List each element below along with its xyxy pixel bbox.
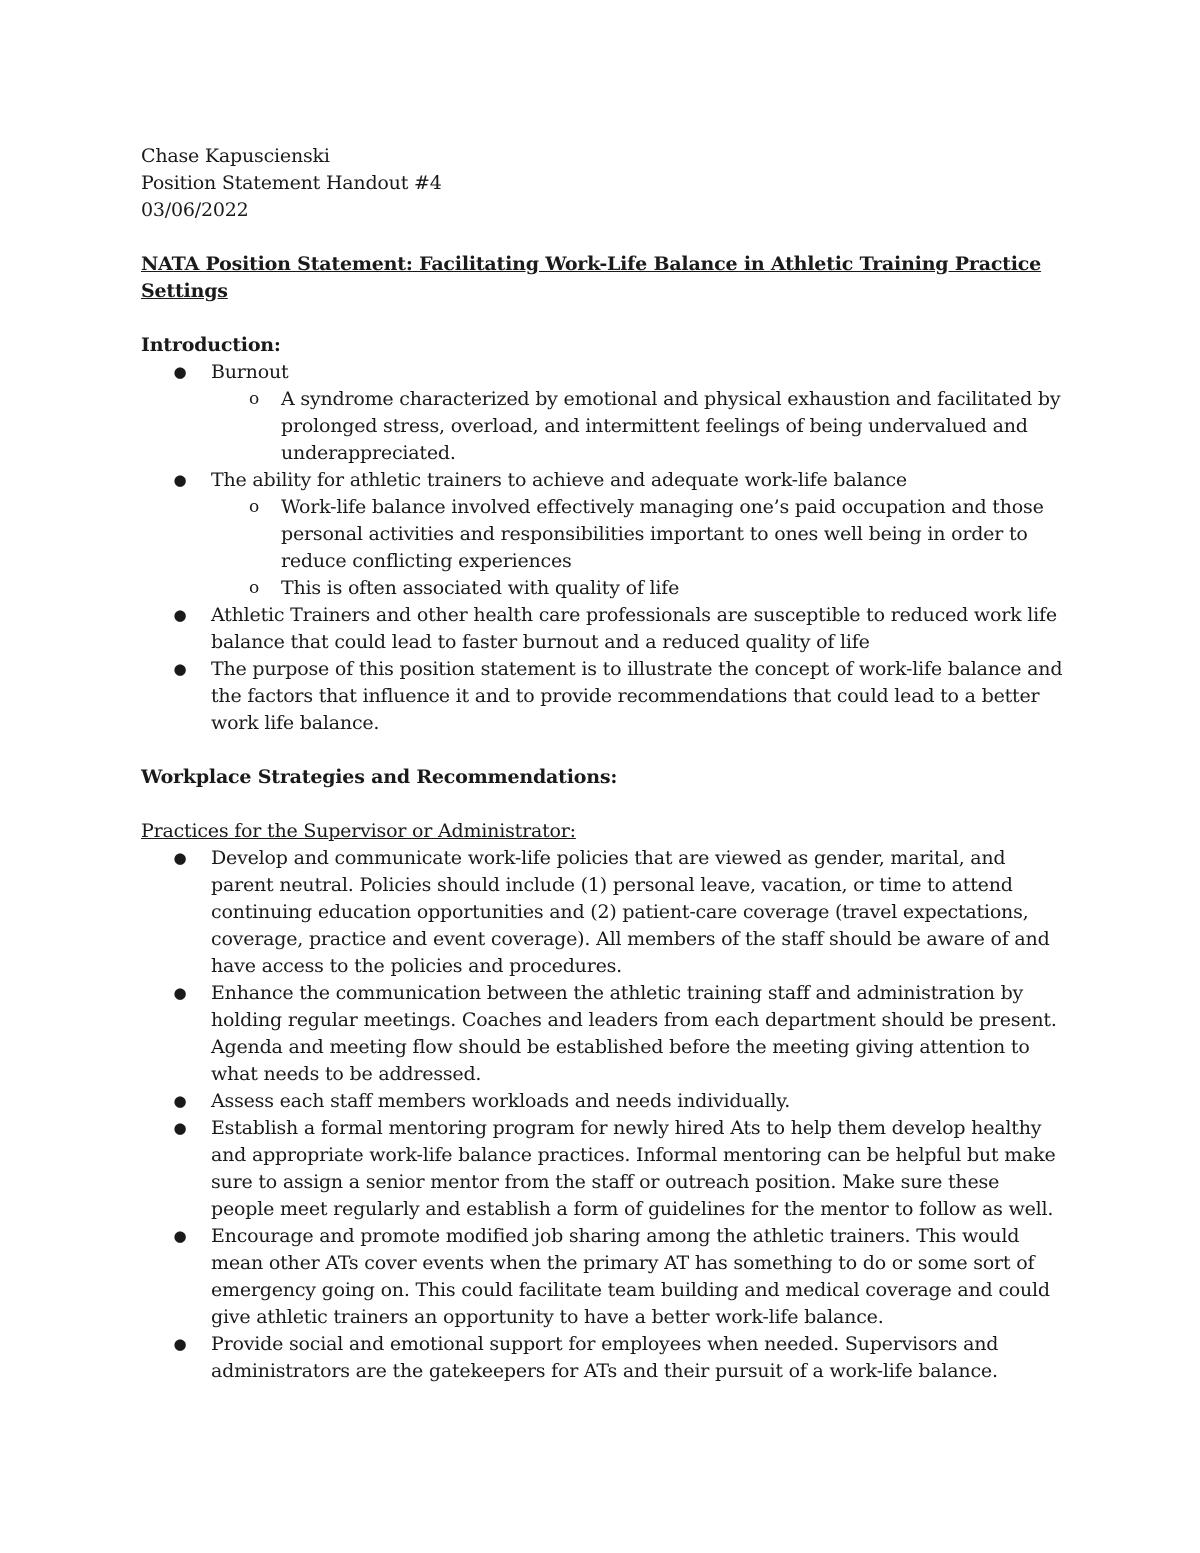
strategies-heading: Workplace Strategies and Recommendations: — [141, 766, 618, 788]
document-title: NATA Position Statement: Facilitating Work-Life Balance in Athletic Training Practice Settings — [141, 253, 1042, 302]
bullet-icon: ● — [173, 471, 187, 489]
hollow-bullet-icon: o — [249, 389, 260, 409]
supervisor-practices-heading: Practices for the Supervisor or Administrator: — [141, 820, 576, 842]
sub-list — [211, 386, 1066, 467]
bullet-icon: ● — [173, 849, 187, 867]
list-item: ● Athletic Trainers and other health care professionals are susceptible to reduced work life balance that could lead to faster burnout and a reduced quality of life — [173, 604, 1057, 653]
list-item: ● Establish a formal mentoring program for newly hired Ats to help them develop healthy and appropriate work-life balance practices. Informal mentoring can be helpful but make sure to assign a senior mentor from the staff or outreach position. Make sure these people meet regularly and establish a form of guidelines for the mentor to follow as well. — [173, 1117, 1056, 1220]
list-item: ● The ability for athletic trainers to achieve and adequate work-life balance o Work-life balance involved effectively managing one’s paid occupation and those personal activities and responsibilities important to ones well being in order to reduce conflicting experiences o This is often associated with quality of life — [141, 467, 1066, 602]
list-item: ● Develop and communicate work-life policies that are viewed as gender, marital, and parent neutral. Policies should include (1) personal leave, vacation, or time to attend continuing education opportunities and (2) patient-care coverage (travel expectations, coverage, practice and event coverage). All members of the staff should be aware of and have access to the policies and procedures. — [173, 847, 1050, 977]
list-item: ● Provide social and emotional support for employees when needed. Supervisors and administrators are the gatekeepers for ATs and their pursuit of a work-life balance. — [173, 1333, 999, 1382]
handout-label: Position Statement Handout #4 — [141, 172, 442, 194]
list-item: ● Assess each staff members workloads and needs individually. — [141, 1088, 1066, 1115]
bullet-icon: ● — [173, 984, 187, 1002]
introduction-heading: Introduction: — [141, 334, 281, 356]
supervisor-practices-list — [141, 845, 1066, 1385]
sub-list-item: o This is often associated with quality of life — [211, 575, 1066, 602]
bullet-icon: ● — [173, 363, 187, 381]
author-name: Chase Kapuscienski — [141, 145, 330, 167]
list-item: ● Enhance the communication between the athletic training staff and administration by holding regular meetings. Coaches and leaders from each department should be present. Agenda and meeting flow should be established before the meeting giving attention to what needs to be addressed. — [173, 982, 1057, 1085]
hollow-bullet-icon: o — [249, 497, 260, 517]
sub-list-item: o Work-life balance involved effectively managing one’s paid occupation and those personal activities and responsibilities important to ones well being in order to reduce conflicting experiences — [249, 496, 1044, 572]
bullet-icon: ● — [173, 1227, 187, 1245]
introduction-list — [141, 359, 1066, 737]
bullet-icon: ● — [173, 1335, 187, 1353]
document-page — [141, 143, 1066, 1385]
sub-list — [211, 494, 1066, 602]
hollow-bullet-icon: o — [249, 578, 260, 598]
document-date: 03/06/2022 — [141, 199, 249, 221]
list-item: ● The purpose of this position statement is to illustrate the concept of work-life balance and the factors that influence it and to provide recommendations that could lead to a better work life balance. — [173, 658, 1063, 734]
list-item: ● Burnout o A syndrome characterized by emotional and physical exhaustion and facilitated by prolonged stress, overload, and intermittent feelings of being undervalued and underappreciated. — [141, 359, 1066, 467]
list-item: ● Encourage and promote modified job sharing among the athletic trainers. This would mean other ATs cover events when the primary AT has something to do or some sort of emergency going on. This could facilitate team building and medical coverage and could give athletic trainers an opportunity to have a better work-life balance. — [173, 1225, 1050, 1328]
bullet-icon: ● — [173, 1119, 187, 1137]
bullet-icon: ● — [173, 606, 187, 624]
bullet-icon: ● — [173, 660, 187, 678]
bullet-icon: ● — [173, 1092, 187, 1110]
sub-list-item: o A syndrome characterized by emotional and physical exhaustion and facilitated by prolonged stress, overload, and intermittent feelings of being undervalued and underappreciated. — [249, 388, 1061, 464]
